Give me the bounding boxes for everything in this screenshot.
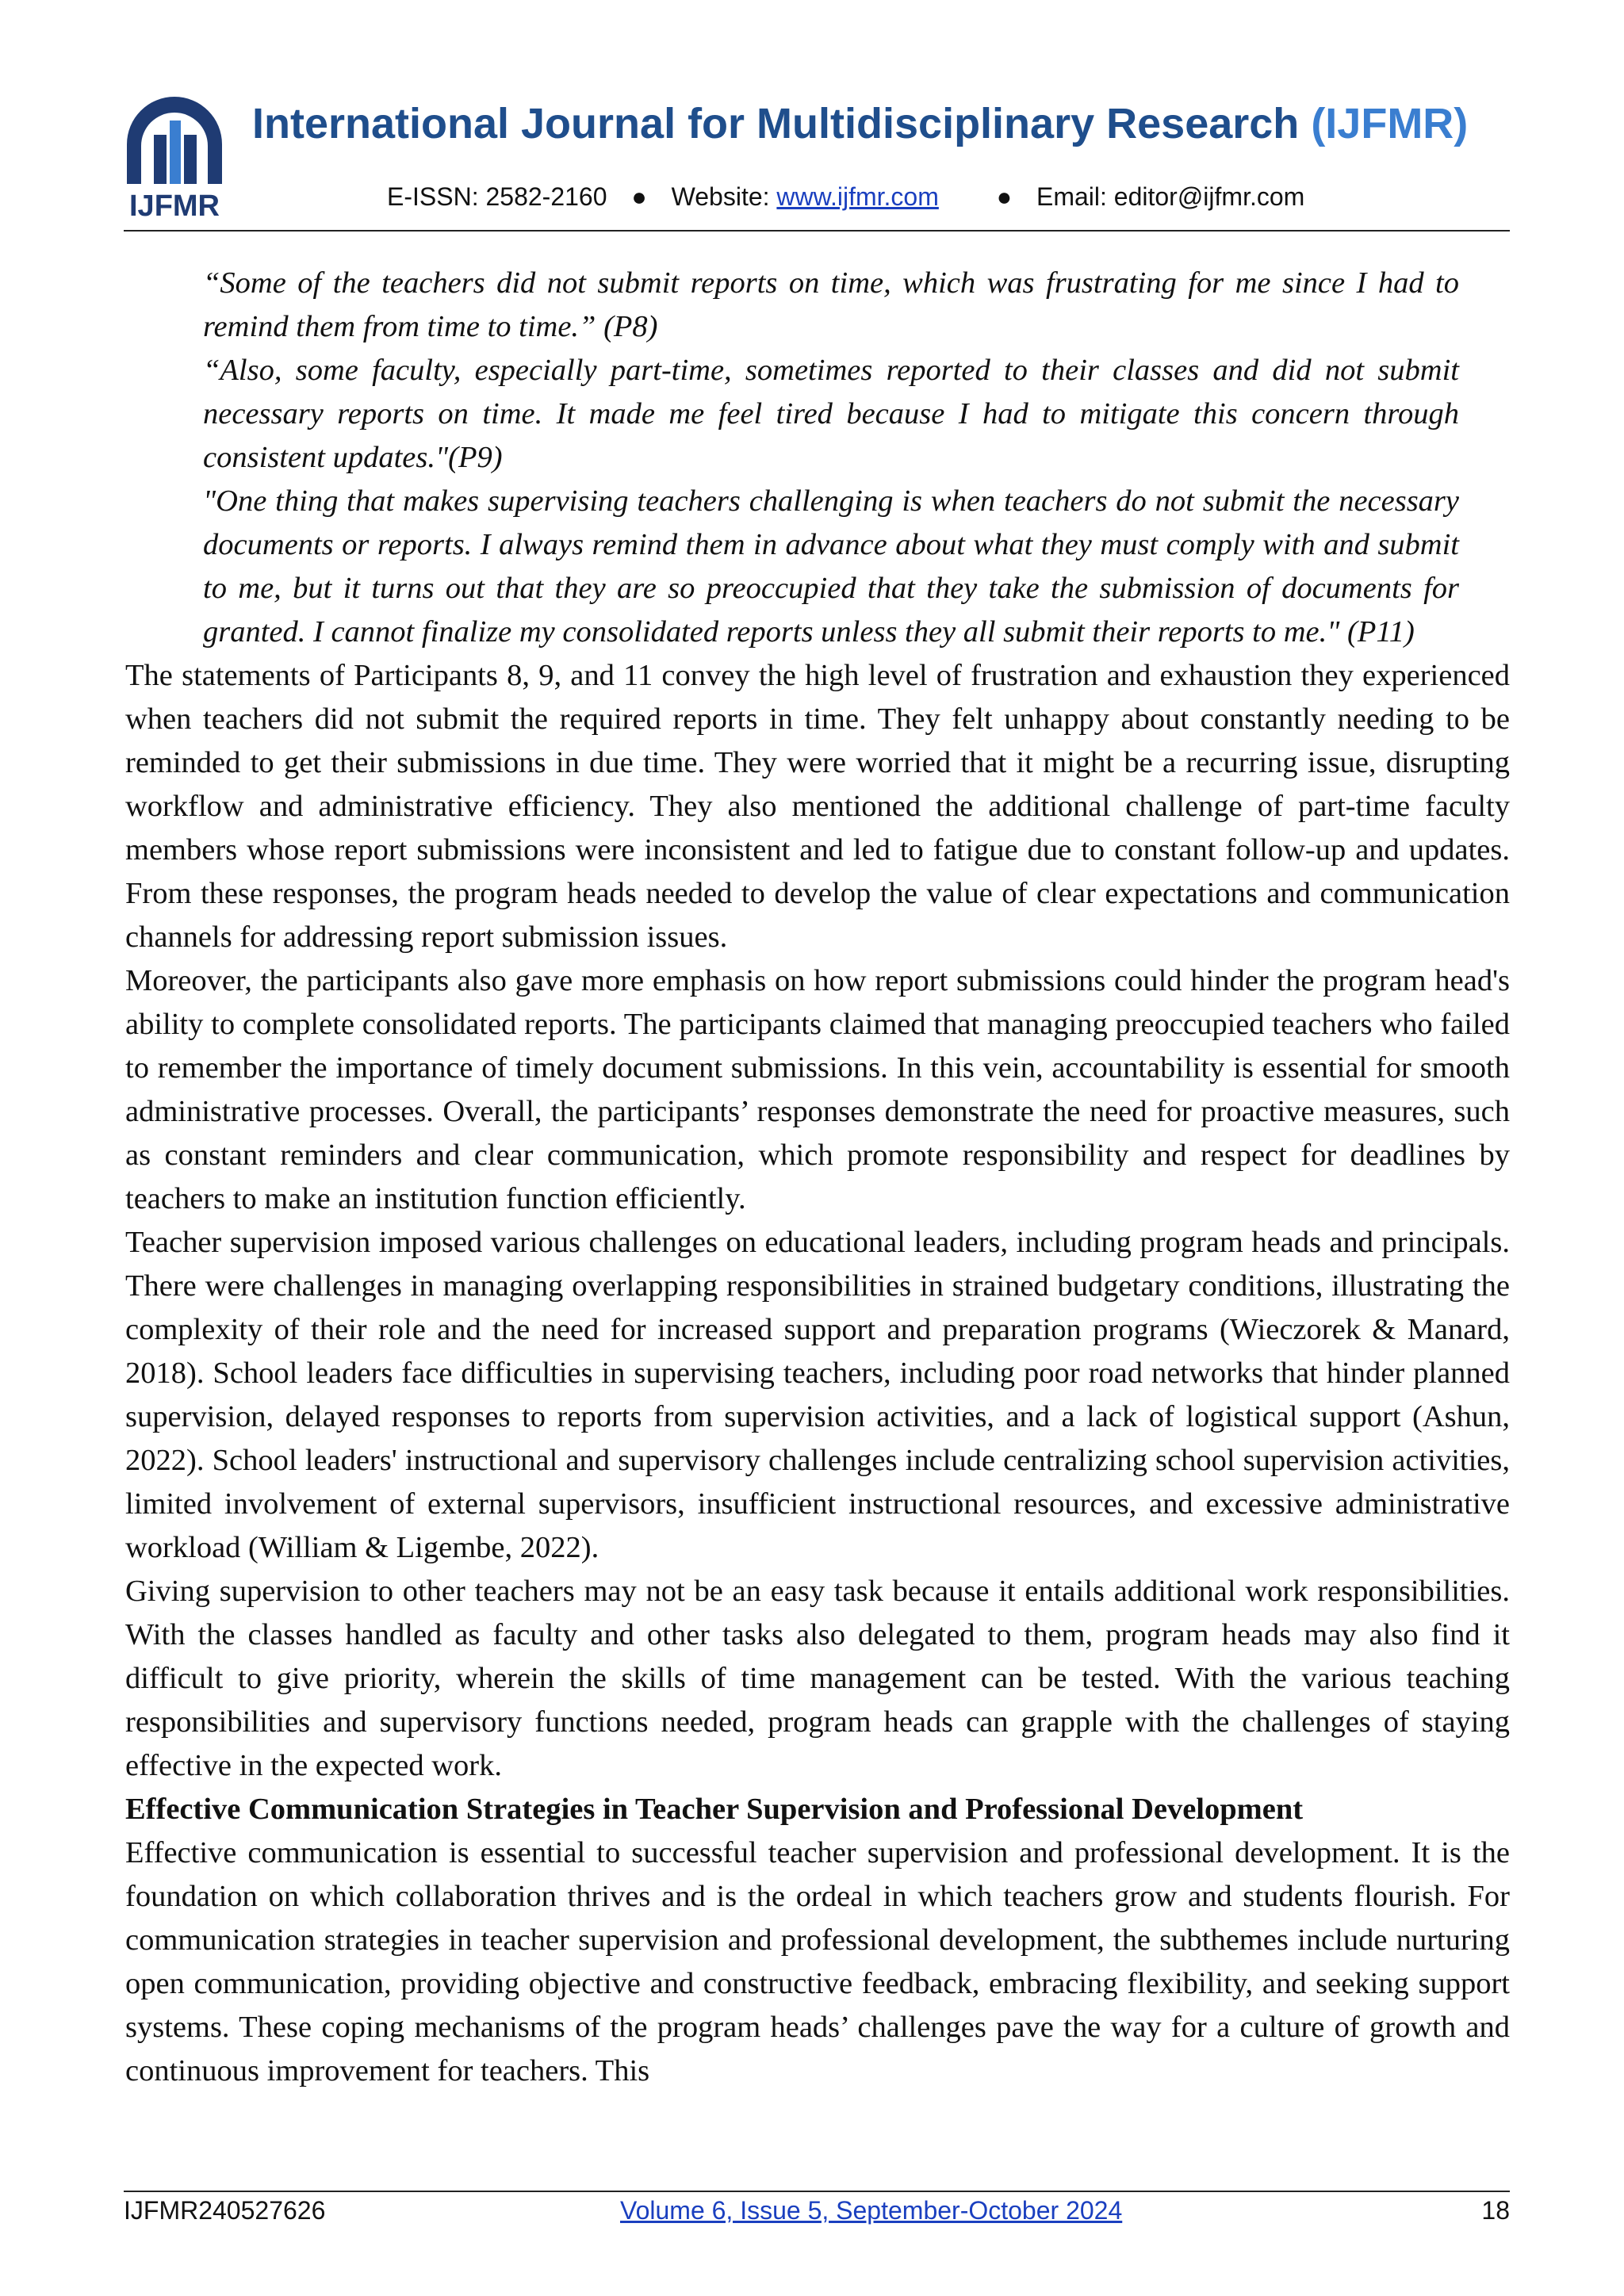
logo-text: IJFMR <box>129 189 220 223</box>
bullet-separator: ● <box>996 182 1013 211</box>
journal-logo <box>119 89 230 224</box>
page-header <box>0 0 1624 238</box>
body-paragraph: Moreover, the participants also gave more emphasis on how report submissions could hinder the program head's ability to complete consolidated reports. The participants claimed that managing preoccupied teachers who failed to remember the importance of timely document submissions. In this vein, accountability is essential for smooth administrative processes. Overall, the participants’ responses demonstrate the need for proactive measures, such as constant reminders and clear communication, which promote responsibility and respect for deadlines by teachers to make an institution function efficiently. <box>125 964 1510 1215</box>
footer-divider <box>124 2191 1510 2192</box>
volume-link[interactable]: Volume 6, Issue 5, September-October 2024 <box>620 2196 1123 2225</box>
journal-title-text: International Journal for Multidisciplinary Research <box>252 100 1300 147</box>
quote-p8: “Some of the teachers did not submit reports on time, which was frustrating for me since I had to remind them from time to time.” (P8) <box>203 266 1459 343</box>
journal-abbr: (IJFMR) <box>1311 100 1469 147</box>
eissn: E-ISSN: 2582-2160 <box>387 182 607 211</box>
website-label: Website: <box>671 182 770 211</box>
email: Email: editor@ijfmr.com <box>1036 182 1305 211</box>
section-paragraph: Effective communication is essential to successful teacher supervision and professional development. It is the foundation on which collaboration thrives and is the ordeal in which teachers grow and students flourish. For communication strategies in teacher supervision and professional development, the subthemes include nurturing open communication, providing objective and constructive feedback, embracing flexibility, and seeking support systems. These coping mechanisms of the program heads’ challenges pave the way for a culture of growth and continuous improvement for teachers. This <box>125 1836 1510 2087</box>
quote-p11: "One thing that makes supervising teachers challenging is when teachers do not submit the necessary documents or reports. I always remind them in advance about what they must comply with and submit to me, but it turns out that they are so preoccupied that they take the submission of documents for granted. I cannot finalize my consolidated reports unless they all submit their reports to me." (P11) <box>203 484 1459 649</box>
bullet-separator: ● <box>631 182 647 211</box>
page-footer <box>124 2196 1510 2236</box>
journal-contact <box>387 182 1304 212</box>
body-paragraph: Teacher supervision imposed various challenges on educational leaders, including program heads and principals. There were challenges in managing overlapping responsibilities in strained budgetary conditions, illustrating the complexity of their role and the need for increased support and preparation programs (Wieczorek & Manard, 2018). School leaders face difficulties in supervising teachers, including poor road networks that hinder planned supervision, delayed responses to reports from supervision activities, and a lack of logistical support (Ashun, 2022). School leaders' instructional and supervisory challenges include centralizing school supervision activities, limited involvement of external supervisors, insufficient instructional resources, and excessive administrative workload (William & Ligembe, 2022). <box>125 1226 1510 1564</box>
website-link[interactable]: www.ijfmr.com <box>776 182 939 211</box>
article-id: IJFMR240527626 <box>124 2196 326 2225</box>
body-paragraph: The statements of Participants 8, 9, and 11 convey the high level of frustration and exhaustion they experienced when teachers did not submit the required reports in time. They felt unhappy about constantly needing to be reminded to get their submissions in due time. They were worried that it might be a recurring issue, disrupting workflow and administrative efficiency. They also mentioned the additional challenge of part-time faculty members whose report submissions were inconsistent and led to fatigue due to constant follow-up and updates. From these responses, the program heads needed to develop the value of clear expectations and communication channels for addressing report submission issues. <box>125 659 1510 954</box>
page-number: 18 <box>1481 2196 1510 2225</box>
section-heading: Effective Communication Strategies in Teacher Supervision and Professional Development <box>125 1793 1304 1826</box>
header-divider <box>124 230 1510 232</box>
body-paragraph: Giving supervision to other teachers may not be an easy task because it entails additional work responsibilities. With the classes handled as faculty and other tasks also delegated to them, program heads may also find it difficult to give priority, wherein the skills of time management can be tested. With the various teaching responsibilities and supervisory functions needed, program heads can grapple with the challenges of staying effective in the expected work. <box>125 1575 1510 1782</box>
quote-p9: “Also, some faculty, especially part-time, sometimes reported to their classes and did not submit necessary reports on time. It made me feel tired because I had to mitigate this concern through consistent updates."(P9) <box>203 354 1459 474</box>
logo-graphic <box>119 89 230 224</box>
article-body <box>125 262 1510 2093</box>
journal-title <box>252 99 1468 148</box>
